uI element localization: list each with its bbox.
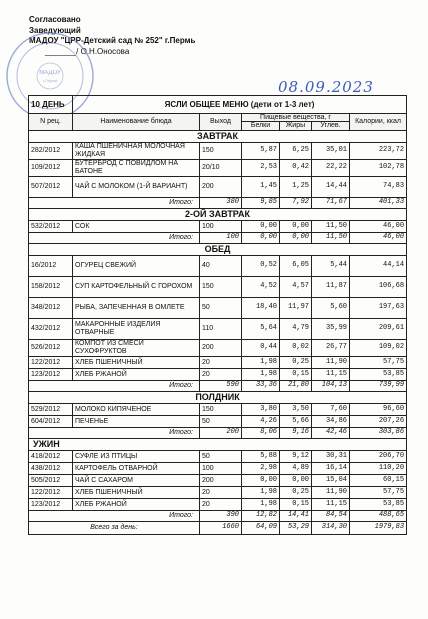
col-output-header: Выход: [200, 114, 242, 131]
col-kcal-header: Калории, ккал: [350, 114, 407, 131]
menu-table-body: [29, 96, 407, 535]
carbs-value: 11,15: [312, 368, 350, 380]
carbs-value: 26,77: [312, 339, 350, 356]
dish-name: ХЛЕБ РЖАНОЙ: [73, 498, 200, 510]
total-carbs: 42,46: [312, 427, 350, 438]
carbs-value: 14,44: [312, 176, 350, 197]
section-header-row: [29, 438, 407, 450]
dish-output: 110: [200, 318, 242, 339]
fat-value: 4,89: [280, 462, 312, 474]
menu-table: [28, 95, 407, 535]
dish-row: [29, 403, 407, 415]
dish-row: [29, 368, 407, 380]
dish-output: 20: [200, 368, 242, 380]
dish-name: ЧАЙ С САХАРОМ: [73, 474, 200, 486]
recipe-number: 505/2012: [29, 474, 73, 486]
total-kcal: 739,99: [350, 380, 407, 391]
section-title: ОБЕД: [29, 243, 407, 255]
total-protein: 12,82: [242, 510, 280, 521]
dish-name: СОК: [73, 220, 200, 232]
fat-value: 0,00: [280, 220, 312, 232]
protein-value: 18,40: [242, 297, 280, 318]
total-label: Итого:: [29, 197, 200, 208]
dish-output: 20: [200, 498, 242, 510]
carbs-value: 15,04: [312, 474, 350, 486]
carbs-value: 11,90: [312, 486, 350, 498]
dish-row: [29, 498, 407, 510]
total-label: Итого:: [29, 510, 200, 521]
grand-total-protein: 64,09: [242, 521, 280, 534]
kcal-value: 223,72: [350, 142, 407, 159]
dish-row: [29, 255, 407, 276]
fat-value: 0,15: [280, 498, 312, 510]
total-carbs: 84,54: [312, 510, 350, 521]
kcal-value: 209,61: [350, 318, 407, 339]
recipe-number: 16/2012: [29, 255, 73, 276]
dish-output: 50: [200, 297, 242, 318]
total-fat: 7,92: [280, 197, 312, 208]
total-kcal: 401,33: [350, 197, 407, 208]
dish-name: СУФЛЕ ИЗ ПТИЦЫ: [73, 450, 200, 462]
section-total-row: [29, 197, 407, 208]
total-protein: 9,85: [242, 197, 280, 208]
kcal-value: 197,63: [350, 297, 407, 318]
protein-value: 1,98: [242, 486, 280, 498]
section-header-row: [29, 243, 407, 255]
carbs-value: 5,60: [312, 297, 350, 318]
approval-signature: _______/ О.Н.Оносова: [45, 46, 130, 56]
dish-output: 50: [200, 415, 242, 427]
grand-total-row: [29, 521, 407, 534]
dish-name: РЫБА, ЗАПЕЧЕННАЯ В ОМЛЕТЕ: [73, 297, 200, 318]
recipe-number: 507/2012: [29, 176, 73, 197]
protein-value: 2,53: [242, 159, 280, 176]
dish-name: БУТЕРБРОД С ПОВИДЛОМ НА БАТОНЕ: [73, 159, 200, 176]
total-fat: 9,16: [280, 427, 312, 438]
recipe-number: 348/2012: [29, 297, 73, 318]
recipe-number: 123/2012: [29, 368, 73, 380]
approval-position: Заведующий: [29, 25, 81, 35]
fat-value: 11,97: [280, 297, 312, 318]
dish-output: 200: [200, 176, 242, 197]
section-title: УЖИН: [29, 438, 407, 450]
fat-value: 0,02: [280, 339, 312, 356]
kcal-value: 57,75: [350, 356, 407, 368]
kcal-value: 57,75: [350, 486, 407, 498]
total-kcal: 488,65: [350, 510, 407, 521]
carbs-value: 7,60: [312, 403, 350, 415]
recipe-number: 122/2012: [29, 486, 73, 498]
kcal-value: 46,00: [350, 220, 407, 232]
total-carbs: 11,50: [312, 232, 350, 243]
dish-output: 200: [200, 474, 242, 486]
dish-output: 20: [200, 356, 242, 368]
svg-text:МАДОУ: МАДОУ: [39, 70, 61, 76]
dish-row: [29, 142, 407, 159]
carbs-value: 22,22: [312, 159, 350, 176]
fat-value: 1,25: [280, 176, 312, 197]
protein-value: 3,80: [242, 403, 280, 415]
col-nutrients-header: Пищевые вещества, г: [242, 114, 350, 122]
kcal-value: 102,78: [350, 159, 407, 176]
section-header-row: [29, 391, 407, 403]
dish-output: 100: [200, 220, 242, 232]
protein-value: 0,00: [242, 474, 280, 486]
fat-value: 0,15: [280, 368, 312, 380]
total-protein: 8,06: [242, 427, 280, 438]
total-kcal: 303,86: [350, 427, 407, 438]
total-output: 390: [200, 510, 242, 521]
dish-row: [29, 159, 407, 176]
dish-output: 150: [200, 142, 242, 159]
day-label: 10 ДЕНЬ: [29, 96, 73, 114]
col-name-header: Наименование блюда: [73, 114, 200, 131]
dish-output: 200: [200, 339, 242, 356]
section-title: ПОЛДНИК: [29, 391, 407, 403]
recipe-number: 418/2012: [29, 450, 73, 462]
approval-organization: МАДОУ "ЦРР-Детский сад № 252" г.Пермь: [29, 36, 196, 45]
protein-value: 4,52: [242, 276, 280, 297]
dish-output: 20: [200, 486, 242, 498]
protein-value: 0,44: [242, 339, 280, 356]
grand-total-kcal: 1979,83: [350, 521, 407, 534]
total-fat: 0,00: [280, 232, 312, 243]
fat-value: 6,05: [280, 255, 312, 276]
recipe-number: 432/2012: [29, 318, 73, 339]
recipe-number: 532/2012: [29, 220, 73, 232]
fat-value: 5,66: [280, 415, 312, 427]
carbs-value: 11,87: [312, 276, 350, 297]
dish-output: 20/10: [200, 159, 242, 176]
fat-value: 6,25: [280, 142, 312, 159]
total-fat: 14,41: [280, 510, 312, 521]
recipe-number: 282/2012: [29, 142, 73, 159]
recipe-number: 438/2012: [29, 462, 73, 474]
dish-row: [29, 486, 407, 498]
dish-name: ХЛЕБ ПШЕНИЧНЫЙ: [73, 356, 200, 368]
dish-name: МАКАРОННЫЕ ИЗДЕЛИЯ ОТВАРНЫЕ: [73, 318, 200, 339]
section-total-row: [29, 510, 407, 521]
carbs-value: 35,99: [312, 318, 350, 339]
protein-value: 4,26: [242, 415, 280, 427]
dish-row: [29, 176, 407, 197]
total-protein: 33,36: [242, 380, 280, 391]
carbs-value: 11,50: [312, 220, 350, 232]
handwritten-date: 08.09.2023: [278, 78, 374, 96]
total-protein: 0,00: [242, 232, 280, 243]
kcal-value: 60,15: [350, 474, 407, 486]
protein-value: 5,87: [242, 142, 280, 159]
protein-value: 0,00: [242, 220, 280, 232]
section-title: 2-ОЙ ЗАВТРАК: [29, 208, 407, 220]
dish-row: [29, 318, 407, 339]
fat-value: 0,25: [280, 356, 312, 368]
kcal-value: 74,83: [350, 176, 407, 197]
dish-output: 150: [200, 403, 242, 415]
carbs-value: 11,15: [312, 498, 350, 510]
col-recipe-header: N рец.: [29, 114, 73, 131]
protein-value: 5,88: [242, 450, 280, 462]
dish-name: ХЛЕБ ПШЕНИЧНЫЙ: [73, 486, 200, 498]
total-output: 200: [200, 427, 242, 438]
fat-value: 0,42: [280, 159, 312, 176]
kcal-value: 96,60: [350, 403, 407, 415]
kcal-value: 109,02: [350, 339, 407, 356]
carbs-value: 16,14: [312, 462, 350, 474]
grand-total-fat: 53,29: [280, 521, 312, 534]
section-header-row: [29, 130, 407, 142]
menu-title: ЯСЛИ ОБЩЕЕ МЕНЮ (дети от 1-3 лет): [73, 96, 407, 114]
dish-row: [29, 276, 407, 297]
protein-value: 0,52: [242, 255, 280, 276]
dish-row: [29, 220, 407, 232]
dish-output: 40: [200, 255, 242, 276]
protein-value: 5,64: [242, 318, 280, 339]
fat-value: 0,00: [280, 474, 312, 486]
dish-name: ОГУРЕЦ СВЕЖИЙ: [73, 255, 200, 276]
total-output: 590: [200, 380, 242, 391]
dish-name: СУП КАРТОФЕЛЬНЫЙ С ГОРОХОМ: [73, 276, 200, 297]
protein-value: 1,98: [242, 368, 280, 380]
total-carbs: 104,13: [312, 380, 350, 391]
dish-output: 150: [200, 276, 242, 297]
dish-row: [29, 462, 407, 474]
recipe-number: 122/2012: [29, 356, 73, 368]
carbs-value: 30,31: [312, 450, 350, 462]
kcal-value: 206,70: [350, 450, 407, 462]
dish-row: [29, 450, 407, 462]
kcal-value: 53,85: [350, 368, 407, 380]
recipe-number: 123/2012: [29, 498, 73, 510]
protein-value: 1,98: [242, 498, 280, 510]
dish-row: [29, 474, 407, 486]
total-label: Итого:: [29, 380, 200, 391]
fat-value: 4,57: [280, 276, 312, 297]
col-fat-header: Жиры: [280, 122, 312, 130]
svg-text:г.Перми: г.Перми: [42, 78, 58, 83]
total-fat: 21,80: [280, 380, 312, 391]
dish-row: [29, 339, 407, 356]
recipe-number: 529/2012: [29, 403, 73, 415]
section-header-row: [29, 208, 407, 220]
recipe-number: 158/2012: [29, 276, 73, 297]
carbs-value: 11,90: [312, 356, 350, 368]
protein-value: 1,45: [242, 176, 280, 197]
dish-name: КОМПОТ ИЗ СМЕСИ СУХОФРУКТОВ: [73, 339, 200, 356]
kcal-value: 44,14: [350, 255, 407, 276]
recipe-number: 526/2012: [29, 339, 73, 356]
col-protein-header: Белки: [242, 122, 280, 130]
grand-total-output: 1660: [200, 521, 242, 534]
total-output: 100: [200, 232, 242, 243]
protein-value: 1,98: [242, 356, 280, 368]
kcal-value: 110,20: [350, 462, 407, 474]
carbs-value: 35,01: [312, 142, 350, 159]
kcal-value: 207,26: [350, 415, 407, 427]
grand-total-carbs: 314,30: [312, 521, 350, 534]
dish-name: ХЛЕБ РЖАНОЙ: [73, 368, 200, 380]
fat-value: 3,50: [280, 403, 312, 415]
carbs-value: 5,44: [312, 255, 350, 276]
dish-output: 50: [200, 450, 242, 462]
dish-row: [29, 297, 407, 318]
total-carbs: 71,67: [312, 197, 350, 208]
dish-name: КАША ПШЕНИЧНАЯ МОЛОЧНАЯ ЖИДКАЯ: [73, 142, 200, 159]
dish-row: [29, 356, 407, 368]
total-label: Итого:: [29, 232, 200, 243]
section-total-row: [29, 232, 407, 243]
total-kcal: 46,00: [350, 232, 407, 243]
grand-total-label: Всего за день:: [29, 521, 200, 534]
kcal-value: 106,68: [350, 276, 407, 297]
approval-title: Согласовано: [29, 15, 81, 24]
fat-value: 0,25: [280, 486, 312, 498]
dish-name: МОЛОКО КИПЯЧЕНОЕ: [73, 403, 200, 415]
total-label: Итого:: [29, 427, 200, 438]
dish-name: ЧАЙ С МОЛОКОМ (1-Й ВАРИАНТ): [73, 176, 200, 197]
dish-name: КАРТОФЕЛЬ ОТВАРНОЙ: [73, 462, 200, 474]
carbs-value: 34,86: [312, 415, 350, 427]
kcal-value: 53,85: [350, 498, 407, 510]
section-total-row: [29, 427, 407, 438]
dish-name: ПЕЧЕНЬЕ: [73, 415, 200, 427]
dish-row: [29, 415, 407, 427]
dish-output: 100: [200, 462, 242, 474]
fat-value: 4,79: [280, 318, 312, 339]
total-output: 380: [200, 197, 242, 208]
section-title: ЗАВТРАК: [29, 130, 407, 142]
fat-value: 9,12: [280, 450, 312, 462]
col-carbs-header: Углев.: [312, 122, 350, 130]
recipe-number: 604/2012: [29, 415, 73, 427]
section-total-row: [29, 380, 407, 391]
recipe-number: 109/2012: [29, 159, 73, 176]
protein-value: 2,98: [242, 462, 280, 474]
